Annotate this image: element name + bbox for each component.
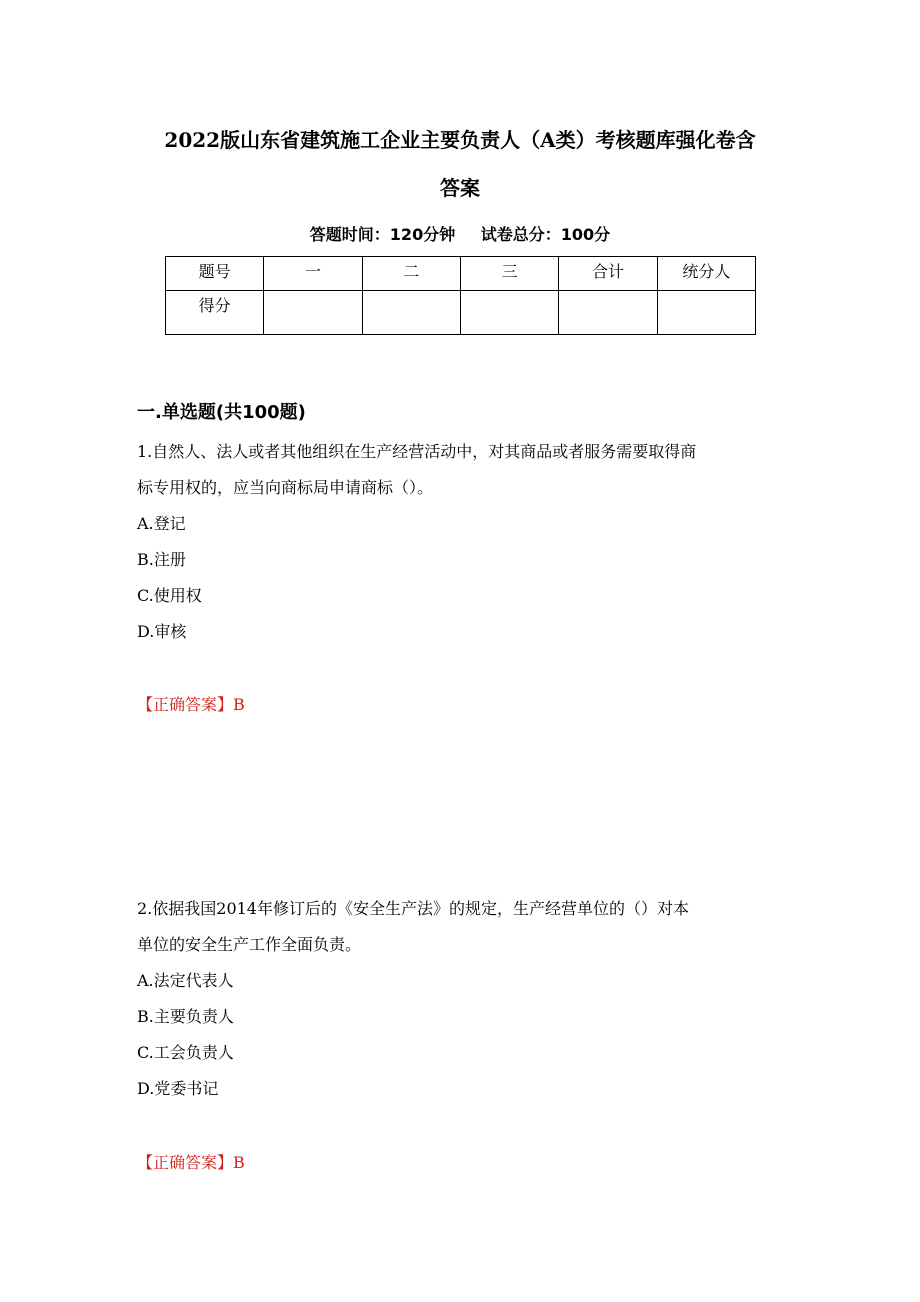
question-option: C.工会负责人: [137, 1043, 234, 1062]
score-cell: [559, 291, 657, 335]
question-option: B.主要负责人: [137, 1007, 234, 1026]
score-table-score-row: [166, 291, 756, 335]
score-header-cell: 合计: [559, 257, 657, 291]
question-option: D.审核: [137, 622, 187, 641]
score-header-cell: 统分人: [657, 257, 755, 291]
correct-answer: 【正确答案】B: [137, 1153, 245, 1172]
question-option: C.使用权: [137, 586, 202, 605]
exam-total-score: 试卷总分：100分: [480, 225, 611, 244]
score-header-cell: 三: [460, 257, 558, 291]
question-stem: 2.依据我国2014年修订后的《安全生产法》的规定，生产经营单位的（）对本: [137, 899, 689, 918]
exam-info: [0, 222, 920, 245]
exam-time: 答题时间：120分钟: [309, 225, 456, 244]
question-option: A.法定代表人: [137, 971, 234, 990]
score-table: [165, 256, 756, 335]
question-option: A.登记: [137, 514, 186, 533]
score-cell: [657, 291, 755, 335]
document-title: 2022版山东省建筑施工企业主要负责人（A类）考核题库强化卷含: [164, 128, 756, 152]
score-cell: [460, 291, 558, 335]
score-header-cell: 题号: [166, 257, 264, 291]
score-cell: [362, 291, 460, 335]
question-stem: 1.自然人、法人或者其他组织在生产经营活动中，对其商品或者服务需要取得商: [137, 442, 697, 461]
score-header-cell: 二: [362, 257, 460, 291]
score-header-cell: 一: [264, 257, 362, 291]
question-stem-continued: 单位的安全生产工作全面负责。: [137, 935, 362, 954]
correct-answer: 【正确答案】B: [137, 695, 245, 714]
document-title-continued: 答案: [440, 176, 480, 200]
score-cell: [264, 291, 362, 335]
question-option: B.注册: [137, 550, 186, 569]
question-item: [137, 434, 785, 650]
question-stem-continued: 标专用权的，应当向商标局申请商标（）。: [137, 478, 434, 497]
score-table-header-row: [166, 257, 756, 291]
question-option: D.党委书记: [137, 1079, 219, 1098]
section-heading: 一.单选题(共100题): [137, 402, 306, 423]
question-item: [137, 891, 785, 1107]
score-row-label: 得分: [166, 291, 264, 335]
